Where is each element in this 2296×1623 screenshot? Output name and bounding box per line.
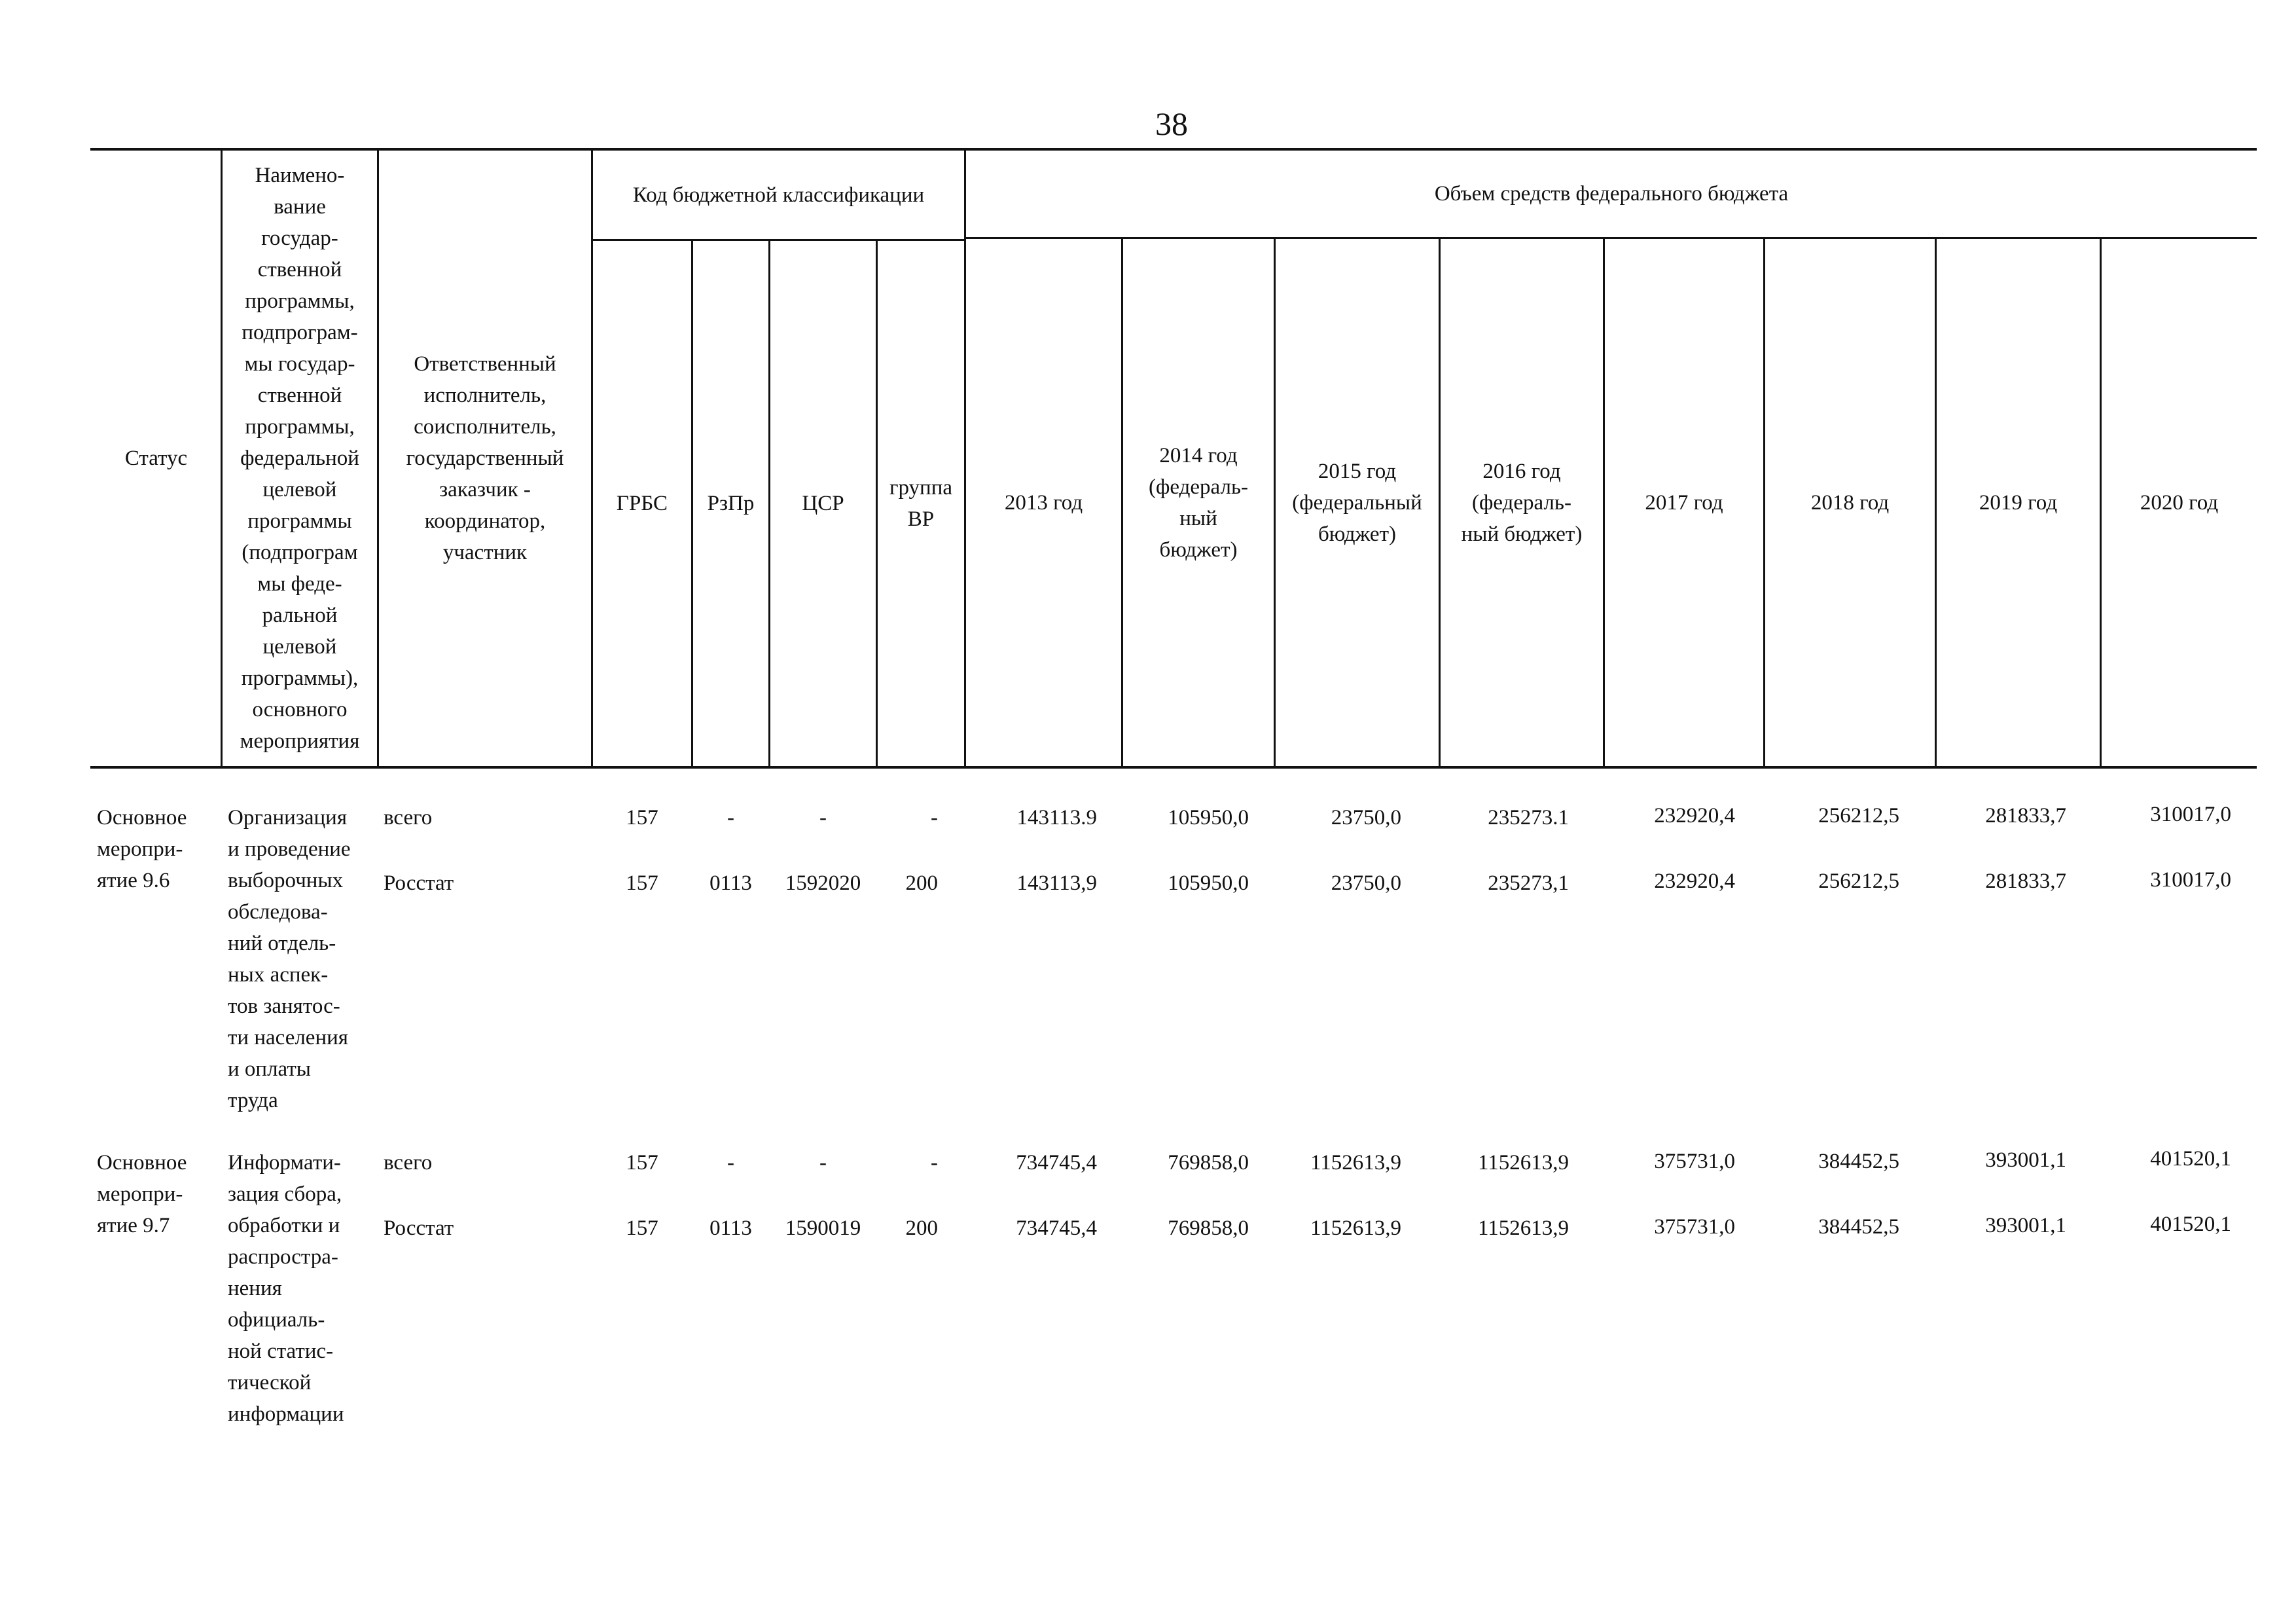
line-2015: 23750,0 (1331, 806, 1401, 830)
header-code-group: Код бюджетной классификации (632, 183, 925, 207)
line-2013: 734745,4 (1016, 1151, 1097, 1175)
line-vr: - (931, 1151, 938, 1175)
line-2018: 256212,5 (1818, 869, 1899, 893)
line-rzpr: 0113 (709, 871, 752, 895)
line-vr: - (931, 806, 938, 830)
line-2014: 105950,0 (1168, 871, 1249, 895)
line-csr: - (819, 806, 827, 830)
line-grbs: 157 (626, 871, 658, 895)
line-vr: 200 (905, 1216, 938, 1240)
header-year-2013: 2013 год (1004, 491, 1083, 515)
line-2019: 281833,7 (1985, 804, 2066, 828)
header-csr: ЦСР (802, 492, 844, 515)
line-2020: 310017,0 (2150, 868, 2231, 892)
row-name: Информати- зация сбора, обработки и распростра- нения официаль- ной статис- тической информации (228, 1151, 344, 1426)
line-2016: 1152613,9 (1477, 1151, 1569, 1175)
line-grbs: 157 (626, 806, 658, 830)
line-2013: 734745,4 (1016, 1216, 1097, 1240)
line-responsible: Росстат (384, 871, 454, 895)
line-2013: 143113.9 (1016, 806, 1097, 830)
header-rzpr: РзПр (707, 492, 755, 515)
line-2014: 769858,0 (1168, 1216, 1249, 1240)
header-year-2016: 2016 год (федераль- ный бюджет) (1461, 460, 1583, 546)
header-year-2015: 2015 год (федеральный бюджет) (1292, 460, 1422, 546)
header-bottom-rule (90, 766, 2257, 769)
line-csr: 1590019 (785, 1216, 861, 1240)
row-status: Основное меропри- ятие 9.6 (97, 806, 187, 892)
line-2016: 235273.1 (1488, 806, 1569, 830)
header-status: Статус (124, 447, 188, 470)
line-2017: 232920,4 (1654, 869, 1735, 893)
header-group-rule-budget (964, 237, 2257, 239)
page-number: 38 (1155, 105, 1188, 142)
header-vr: группа ВР (889, 476, 953, 531)
line-2017: 375731,0 (1654, 1215, 1735, 1239)
line-2019: 393001,1 (1985, 1214, 2066, 1237)
line-2017: 232920,4 (1654, 804, 1735, 828)
row-status: Основное меропри- ятие 9.7 (97, 1151, 187, 1237)
line-2015: 1152613,9 (1310, 1216, 1401, 1240)
line-rzpr: - (727, 1151, 734, 1175)
line-grbs: 157 (626, 1216, 658, 1240)
header-year-2014: 2014 год (федераль- ный бюджет) (1149, 444, 1248, 562)
header-year-2017: 2017 год (1645, 491, 1723, 515)
line-2018: 384452,5 (1818, 1150, 1899, 1173)
header-responsible: Ответственный исполнитель, соисполнитель, государственный заказчик - координатор, участник (406, 352, 564, 564)
line-2014: 769858,0 (1168, 1151, 1249, 1175)
line-grbs: 157 (626, 1151, 658, 1175)
header-year-2018: 2018 год (1810, 491, 1890, 515)
line-responsible: всего (384, 806, 433, 830)
line-2014: 105950,0 (1168, 806, 1249, 830)
line-2020: 401520,1 (2150, 1147, 2231, 1171)
line-rzpr: 0113 (709, 1216, 752, 1240)
line-responsible: Росстат (384, 1216, 454, 1240)
line-csr: - (819, 1151, 827, 1175)
header-year-2020: 2020 год (2140, 491, 2219, 515)
header-budget-group: Объем средств федерального бюджета (1434, 182, 1789, 206)
header-grbs: ГРБС (616, 492, 668, 515)
line-rzpr: - (727, 806, 734, 830)
line-2015: 1152613,9 (1310, 1151, 1401, 1175)
line-2018: 256212,5 (1818, 804, 1899, 828)
line-vr: 200 (905, 871, 938, 895)
header-name: Наимено- вание государ- ственной программы, подпрограм- мы государ- ственной программы, федеральной целевой программы (подпрограм мы феде- ральной целевой программы), основного мероприятия (240, 164, 360, 753)
line-2016: 235273,1 (1488, 871, 1569, 895)
line-2020: 401520,1 (2150, 1213, 2231, 1236)
line-2016: 1152613,9 (1477, 1216, 1569, 1240)
line-2013: 143113,9 (1016, 871, 1097, 895)
header-year-2019: 2019 год (1979, 491, 2058, 515)
row-name: Организация и проведение выборочных обследова- ний отдель- ных аспек- тов занятос- ти населения и оплаты труда (228, 806, 351, 1112)
line-2015: 23750,0 (1331, 871, 1401, 895)
line-2019: 393001,1 (1985, 1148, 2066, 1172)
line-2020: 310017,0 (2150, 803, 2231, 826)
line-2018: 384452,5 (1818, 1215, 1899, 1239)
line-2017: 375731,0 (1654, 1150, 1735, 1173)
line-2019: 281833,7 (1985, 869, 2066, 893)
line-responsible: всего (384, 1151, 433, 1175)
line-csr: 1592020 (785, 871, 861, 895)
